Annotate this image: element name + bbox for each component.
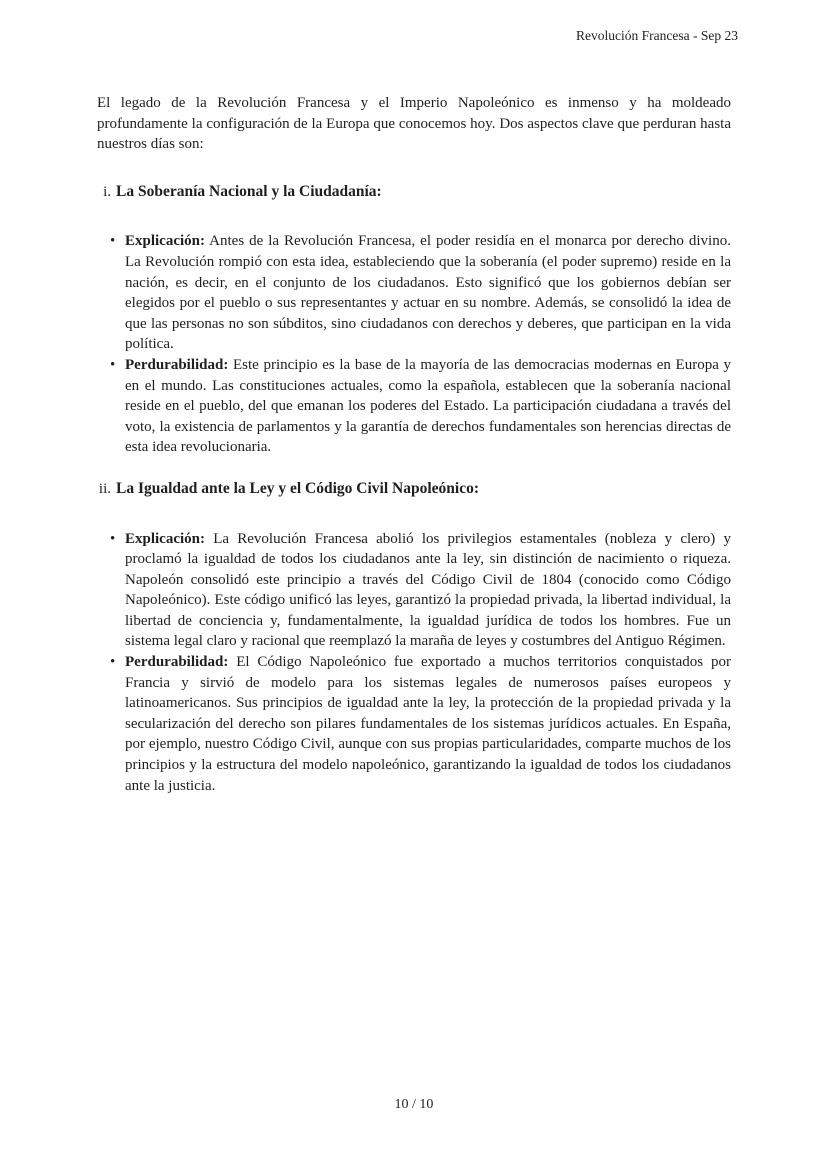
list-item [97, 355, 731, 458]
bullet-icon: • [110, 530, 116, 547]
page-footer [0, 1097, 828, 1113]
section-2-number: ii. [98, 480, 111, 497]
list-item [97, 652, 731, 796]
intro-paragraph: El legado de la Revolución Francesa y el Imperio Napoleónico es inmenso y ha moldeado profundamente la configuración de la Europa que conocemos hoy. Dos aspectos clave que perduran hasta nuestros días son: [97, 95, 731, 153]
bullet-label: Perdurabilidad: [125, 654, 229, 671]
bullet-text: La Revolución Francesa abolió los privilegios estamentales (nobleza y clero) y proclamó la igualdad de todos los ciudadanos ante la ley, sin distinción de nacimiento o riqueza. Napoleón consolidó este principio a través del Código Civil de 1804 (conocido como Código Napoleónico). Este código unificó las leyes, garantizó la propiedad privada, la libertad individual, la libertad de conciencia y, fundamentalmente, la igualdad jurídica de todos los hombres. Fue un sistema legal claro y racional que reemplazó la maraña de leyes y costumbres del Antiguo Régimen. [125, 530, 732, 650]
list-item [97, 529, 731, 653]
bullet-label: Explicación: [125, 233, 206, 250]
bullet-label: Perdurabilidad: [125, 356, 229, 373]
bullet-label: Explicación: [125, 530, 206, 547]
bullet-text: Antes de la Revolución Francesa, el poder residía en el monarca por derecho divino. La Revolución rompió con esta idea, estableciendo que la soberanía (el poder supremo) reside en la nación, es decir, en el conjunto de los ciudadanos. Esto significó que los gobiernos debían ser elegidos por el pueblo o sus representantes y actuar en su nombre. Además, se consolidó la idea de que las personas no son súbditos, sino ciudadanos con derechos y deberes, que participan en la vida política. [125, 233, 731, 353]
header-title: Revolución Francesa - Sep 23 [576, 28, 738, 43]
section-1-number: i. [103, 183, 111, 200]
section-2-heading [97, 479, 731, 500]
page-header [97, 27, 738, 44]
page-number: 10 / 10 [394, 1097, 434, 1112]
bullet-text: El Código Napoleónico fue exportado a muchos territorios conquistados por Francia y sirvió de modelo para los sistemas legales de numerosos países europeos y latinoamericanos. Sus principios de igualdad ante la ley, la protección de la propiedad privada y la secularización del derecho son pilares fundamentales de los sistemas jurídicos actuales. En España, por ejemplo, nuestro Código Civil, aunque con sus propias particularidades, comparte muchos de los principios y la estructura del modelo napoleónico, garantizando la igualdad de todos los ciudadanos ante la justicia. [125, 654, 731, 794]
bullet-icon: • [110, 654, 116, 671]
section-1-heading [97, 182, 731, 203]
page-content [97, 93, 731, 817]
bullet-icon: • [110, 356, 116, 373]
section-1-bullet-list [97, 231, 731, 458]
section-1-title: La Soberanía Nacional y la Ciudadanía: [116, 182, 382, 200]
list-item [97, 231, 731, 355]
bullet-text: Este principio es la base de la mayoría de las democracias modernas en Europa y en el mundo. Las constituciones actuales, como la española, establecen que la soberanía nacional reside en el pueblo, del que emanan los poderes del Estado. La participación ciudadana a través del voto, la existencia de parlamentos y la garantía de derechos fundamentales son herencias directas de esta idea revolucionaria. [125, 356, 731, 456]
section-2-title: La Igualdad ante la Ley y el Código Civil Napoleónico: [116, 479, 479, 497]
section-2-bullet-list [97, 529, 731, 797]
bullet-icon: • [110, 233, 116, 250]
